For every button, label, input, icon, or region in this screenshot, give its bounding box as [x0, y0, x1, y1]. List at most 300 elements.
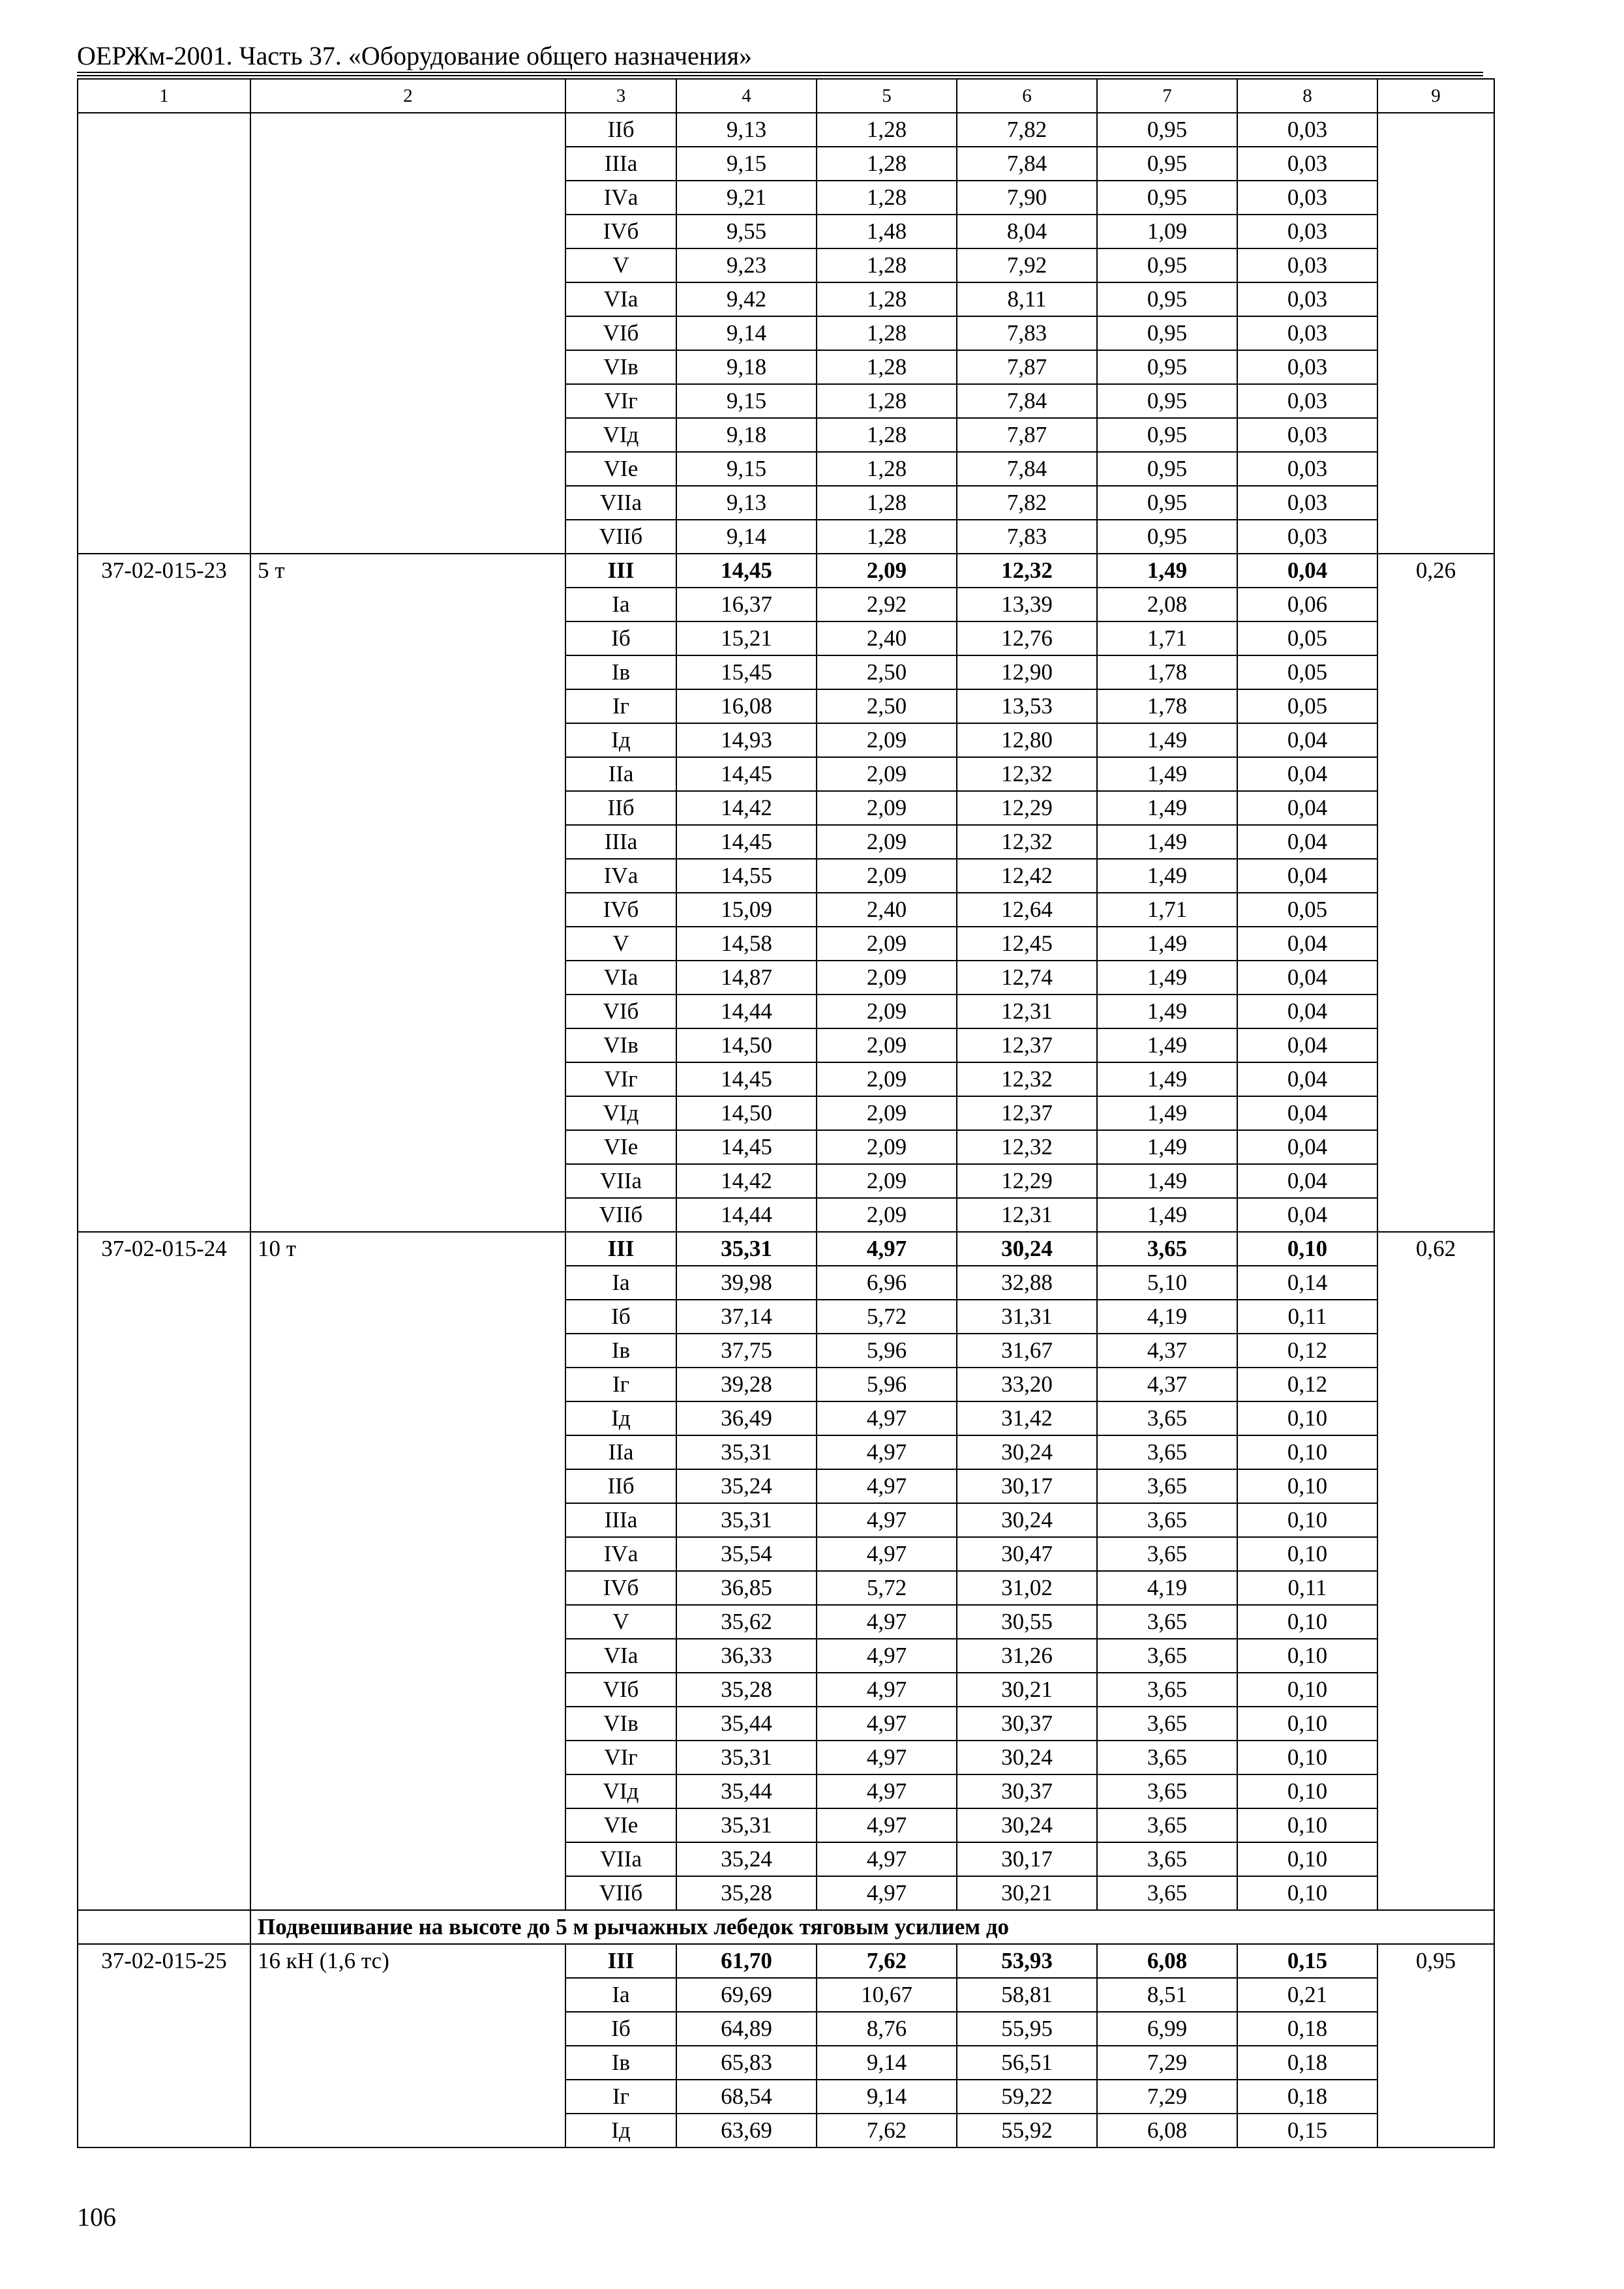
cell-labor-wages: 1,28	[817, 316, 957, 350]
cell-category: Iв	[565, 2046, 676, 2080]
norm-code-cell: 37-02-015-25	[78, 1944, 250, 2147]
cell-direct-costs: 9,18	[676, 418, 817, 452]
norm-name-cell	[250, 113, 565, 554]
cell-direct-costs: 14,55	[676, 859, 817, 893]
cell-labor-wages: 4,97	[817, 1639, 957, 1673]
table-row	[78, 1232, 1494, 1266]
cell-materials: 0,04	[1237, 1062, 1377, 1096]
cell-machinist-wages: 6,99	[1097, 2012, 1237, 2046]
cell-machine-costs: 12,37	[957, 1096, 1097, 1130]
cell-machinist-wages: 2,08	[1097, 588, 1237, 621]
cell-labor-wages: 2,09	[817, 995, 957, 1028]
cell-machinist-wages: 1,49	[1097, 1062, 1237, 1096]
cell-labor-wages: 4,97	[817, 1537, 957, 1571]
cell-labor-wages: 1,28	[817, 486, 957, 520]
cell-materials: 0,03	[1237, 113, 1377, 147]
cell-category: Iб	[565, 1300, 676, 1334]
cell-category: III	[565, 554, 676, 588]
cell-direct-costs: 16,08	[676, 689, 817, 723]
section-heading-row	[78, 1910, 1494, 1944]
cell-category: Iа	[565, 1978, 676, 2012]
cell-category: VIIа	[565, 1164, 676, 1198]
cell-machine-costs: 7,82	[957, 113, 1097, 147]
cell-labor-wages: 5,96	[817, 1368, 957, 1401]
cell-machine-costs: 30,17	[957, 1842, 1097, 1876]
cell-labor-wages: 4,97	[817, 1401, 957, 1435]
cell-category: IVб	[565, 215, 676, 248]
cell-machinist-wages: 0,95	[1097, 248, 1237, 282]
cell-category: III	[565, 1944, 676, 1978]
cell-materials: 0,15	[1237, 1944, 1377, 1978]
cell-direct-costs: 14,44	[676, 1198, 817, 1232]
cell-direct-costs: 35,28	[676, 1673, 817, 1707]
cell-labor-wages: 4,97	[817, 1435, 957, 1469]
cell-machinist-wages: 3,65	[1097, 1774, 1237, 1808]
norm-code-cell: 37-02-015-23	[78, 554, 250, 1232]
cell-materials: 0,05	[1237, 621, 1377, 655]
cell-materials: 0,03	[1237, 181, 1377, 215]
cell-category: VIд	[565, 1774, 676, 1808]
cell-labor-wages: 4,97	[817, 1503, 957, 1537]
cell-materials: 0,21	[1237, 1978, 1377, 2012]
cell-labor-wages: 2,09	[817, 757, 957, 791]
cell-category: Iа	[565, 1266, 676, 1300]
cell-direct-costs: 35,28	[676, 1876, 817, 1910]
cell-direct-costs: 37,75	[676, 1334, 817, 1368]
cell-labor-wages: 1,28	[817, 418, 957, 452]
cell-category: VIIа	[565, 1842, 676, 1876]
cell-labor-wages: 2,50	[817, 655, 957, 689]
cell-machine-costs: 12,29	[957, 791, 1097, 825]
cell-direct-costs: 35,62	[676, 1605, 817, 1639]
norm-name-cell: 5 т	[250, 554, 565, 1232]
cell-labor-wages: 1,28	[817, 282, 957, 316]
cell-machinist-wages: 3,65	[1097, 1639, 1237, 1673]
cell-machine-costs: 7,87	[957, 418, 1097, 452]
cell-category: IIб	[565, 113, 676, 147]
cell-machinist-wages: 0,95	[1097, 486, 1237, 520]
cell-category: IIIа	[565, 1503, 676, 1537]
cell-direct-costs: 14,45	[676, 825, 817, 859]
cell-machine-costs: 12,32	[957, 554, 1097, 588]
table-body	[78, 79, 1494, 2147]
cell-labor-wages: 1,48	[817, 215, 957, 248]
cell-materials: 0,10	[1237, 1741, 1377, 1774]
cell-labor-wages: 2,09	[817, 1028, 957, 1062]
cell-labor-wages: 9,14	[817, 2046, 957, 2080]
cell-machinist-wages: 1,71	[1097, 893, 1237, 927]
cell-labor-wages: 2,09	[817, 1164, 957, 1198]
cell-labor-wages: 9,14	[817, 2080, 957, 2114]
cell-machinist-wages: 0,95	[1097, 520, 1237, 554]
cell-category: IIIа	[565, 147, 676, 181]
cell-materials: 0,06	[1237, 588, 1377, 621]
cell-direct-costs: 14,50	[676, 1028, 817, 1062]
cell-labor-wages: 1,28	[817, 384, 957, 418]
cell-category: VIа	[565, 961, 676, 995]
cell-category: Iв	[565, 655, 676, 689]
cell-direct-costs: 36,49	[676, 1401, 817, 1435]
cell-materials: 0,03	[1237, 215, 1377, 248]
cell-machinist-wages: 0,95	[1097, 418, 1237, 452]
cell-materials: 0,04	[1237, 859, 1377, 893]
cell-labor-wages: 4,97	[817, 1469, 957, 1503]
column-number-cell: 8	[1237, 79, 1377, 113]
cell-direct-costs: 35,31	[676, 1232, 817, 1266]
cell-machinist-wages: 0,95	[1097, 282, 1237, 316]
cell-direct-costs: 63,69	[676, 2114, 817, 2147]
cell-materials: 0,10	[1237, 1232, 1377, 1266]
cell-direct-costs: 9,21	[676, 181, 817, 215]
cell-category: Iг	[565, 2080, 676, 2114]
cell-category: Iг	[565, 1368, 676, 1401]
cell-labor-wages: 2,40	[817, 621, 957, 655]
cell-machinist-wages: 1,49	[1097, 757, 1237, 791]
cell-machine-costs: 12,29	[957, 1164, 1097, 1198]
cell-machinist-wages: 0,95	[1097, 316, 1237, 350]
cell-machinist-wages: 1,49	[1097, 961, 1237, 995]
cell-machine-costs: 12,76	[957, 621, 1097, 655]
cell-machine-costs: 30,24	[957, 1741, 1097, 1774]
cell-materials: 0,04	[1237, 825, 1377, 859]
cell-machinist-wages: 1,49	[1097, 927, 1237, 961]
cell-labor-wages: 8,76	[817, 2012, 957, 2046]
cell-category: VIа	[565, 282, 676, 316]
column-number-cell: 2	[250, 79, 565, 113]
cell-machine-costs: 30,24	[957, 1503, 1097, 1537]
cell-direct-costs: 14,58	[676, 927, 817, 961]
cell-category: IVб	[565, 1571, 676, 1605]
cell-direct-costs: 14,45	[676, 554, 817, 588]
cell-materials: 0,10	[1237, 1435, 1377, 1469]
cell-machine-costs: 55,92	[957, 2114, 1097, 2147]
cell-machinist-wages: 4,37	[1097, 1334, 1237, 1368]
cell-materials: 0,10	[1237, 1537, 1377, 1571]
cell-machine-costs: 12,31	[957, 995, 1097, 1028]
cell-materials: 0,04	[1237, 1096, 1377, 1130]
cell-direct-costs: 36,33	[676, 1639, 817, 1673]
cell-direct-costs: 16,37	[676, 588, 817, 621]
cell-materials: 0,10	[1237, 1639, 1377, 1673]
cell-machine-costs: 30,37	[957, 1774, 1097, 1808]
cell-materials: 0,15	[1237, 2114, 1377, 2147]
cell-materials: 0,04	[1237, 961, 1377, 995]
cell-machinist-wages: 1,49	[1097, 554, 1237, 588]
cell-direct-costs: 35,54	[676, 1537, 817, 1571]
norm-name-cell: 10 т	[250, 1232, 565, 1910]
header-double-rule	[77, 72, 1483, 76]
cell-labor-wages: 1,28	[817, 147, 957, 181]
cell-labor-wages: 4,97	[817, 1842, 957, 1876]
cell-materials: 0,03	[1237, 486, 1377, 520]
norm-name-cell: 16 кН (1,6 тс)	[250, 1944, 565, 2147]
cell-machine-costs: 30,24	[957, 1435, 1097, 1469]
cell-labor-wages: 2,09	[817, 1198, 957, 1232]
cell-labor-wages: 2,09	[817, 554, 957, 588]
cell-materials: 0,10	[1237, 1774, 1377, 1808]
cell-direct-costs: 9,55	[676, 215, 817, 248]
cell-materials: 0,12	[1237, 1368, 1377, 1401]
cell-materials: 0,18	[1237, 2080, 1377, 2114]
cell-machinist-wages: 8,51	[1097, 1978, 1237, 2012]
cell-machine-costs: 30,24	[957, 1808, 1097, 1842]
resource-norms-table	[77, 78, 1495, 2148]
cell-machine-costs: 7,83	[957, 520, 1097, 554]
cell-machinist-wages: 7,29	[1097, 2046, 1237, 2080]
cell-materials: 0,04	[1237, 1028, 1377, 1062]
cell-machine-costs: 7,82	[957, 486, 1097, 520]
cell-machinist-wages: 0,95	[1097, 181, 1237, 215]
cell-category: IIа	[565, 757, 676, 791]
cell-category: VIб	[565, 316, 676, 350]
cell-machine-costs: 30,17	[957, 1469, 1097, 1503]
cell-direct-costs: 64,89	[676, 2012, 817, 2046]
cell-category: V	[565, 248, 676, 282]
cell-labor-wages: 2,50	[817, 689, 957, 723]
cell-materials: 0,04	[1237, 554, 1377, 588]
cell-category: Iа	[565, 588, 676, 621]
cell-direct-costs: 9,14	[676, 520, 817, 554]
cell-machine-costs: 32,88	[957, 1266, 1097, 1300]
equipment-mass-cell: 0,95	[1377, 1944, 1494, 2147]
cell-machinist-wages: 5,10	[1097, 1266, 1237, 1300]
cell-category: VIIа	[565, 486, 676, 520]
cell-category: Iв	[565, 1334, 676, 1368]
cell-category: IIIа	[565, 825, 676, 859]
cell-machinist-wages: 0,95	[1097, 113, 1237, 147]
cell-machine-costs: 33,20	[957, 1368, 1097, 1401]
cell-labor-wages: 7,62	[817, 1944, 957, 1978]
cell-materials: 0,18	[1237, 2046, 1377, 2080]
cell-machine-costs: 7,84	[957, 384, 1097, 418]
page-number: 106	[77, 2202, 116, 2232]
equipment-mass-cell: 0,62	[1377, 1232, 1494, 1910]
norm-code-cell: 37-02-015-24	[78, 1232, 250, 1910]
cell-machinist-wages: 1,49	[1097, 825, 1237, 859]
cell-materials: 0,03	[1237, 384, 1377, 418]
cell-materials: 0,10	[1237, 1673, 1377, 1707]
cell-machinist-wages: 1,49	[1097, 1028, 1237, 1062]
table-row	[78, 113, 1494, 147]
section-heading: Подвешивание на высоте до 5 м рычажных лебедок тяговым усилием до	[250, 1910, 1494, 1944]
cell-machinist-wages: 3,65	[1097, 1707, 1237, 1741]
cell-materials: 0,04	[1237, 1198, 1377, 1232]
norm-code-cell	[78, 113, 250, 554]
cell-direct-costs: 9,23	[676, 248, 817, 282]
cell-labor-wages: 2,40	[817, 893, 957, 927]
cell-direct-costs: 37,14	[676, 1300, 817, 1334]
column-number-cell: 1	[78, 79, 250, 113]
cell-category: VIг	[565, 1062, 676, 1096]
cell-machinist-wages: 1,49	[1097, 791, 1237, 825]
cell-machinist-wages: 1,78	[1097, 689, 1237, 723]
cell-machinist-wages: 3,65	[1097, 1741, 1237, 1774]
cell-machinist-wages: 1,78	[1097, 655, 1237, 689]
cell-machinist-wages: 3,65	[1097, 1469, 1237, 1503]
cell-category: VIд	[565, 1096, 676, 1130]
cell-machinist-wages: 0,95	[1097, 350, 1237, 384]
cell-direct-costs: 9,13	[676, 113, 817, 147]
cell-machinist-wages: 3,65	[1097, 1503, 1237, 1537]
cell-labor-wages: 1,28	[817, 248, 957, 282]
cell-machine-costs: 8,04	[957, 215, 1097, 248]
cell-machine-costs: 30,21	[957, 1876, 1097, 1910]
cell-materials: 0,18	[1237, 2012, 1377, 2046]
cell-machinist-wages: 1,49	[1097, 723, 1237, 757]
cell-materials: 0,05	[1237, 655, 1377, 689]
cell-category: VIIб	[565, 1876, 676, 1910]
cell-machine-costs: 12,90	[957, 655, 1097, 689]
cell-category: VIа	[565, 1639, 676, 1673]
cell-machine-costs: 30,24	[957, 1232, 1097, 1266]
cell-materials: 0,11	[1237, 1300, 1377, 1334]
cell-labor-wages: 4,97	[817, 1605, 957, 1639]
cell-machine-costs: 30,37	[957, 1707, 1097, 1741]
cell-direct-costs: 68,54	[676, 2080, 817, 2114]
cell-labor-wages: 7,62	[817, 2114, 957, 2147]
cell-machine-costs: 56,51	[957, 2046, 1097, 2080]
cell-machine-costs: 12,37	[957, 1028, 1097, 1062]
cell-direct-costs: 14,42	[676, 1164, 817, 1198]
cell-category: Iд	[565, 1401, 676, 1435]
cell-category: VIг	[565, 384, 676, 418]
cell-machine-costs: 12,32	[957, 825, 1097, 859]
cell-labor-wages: 2,09	[817, 825, 957, 859]
cell-machinist-wages: 3,65	[1097, 1401, 1237, 1435]
cell-direct-costs: 14,87	[676, 961, 817, 995]
cell-direct-costs: 39,28	[676, 1368, 817, 1401]
cell-materials: 0,03	[1237, 282, 1377, 316]
cell-machine-costs: 7,87	[957, 350, 1097, 384]
cell-machine-costs: 12,64	[957, 893, 1097, 927]
cell-labor-wages: 10,67	[817, 1978, 957, 2012]
cell-machine-costs: 31,42	[957, 1401, 1097, 1435]
cell-materials: 0,03	[1237, 350, 1377, 384]
cell-labor-wages: 4,97	[817, 1774, 957, 1808]
cell-category: III	[565, 1232, 676, 1266]
document-header-title: ОЕРЖм-2001. Часть 37. «Оборудование общего назначения»	[77, 41, 752, 70]
cell-direct-costs: 35,31	[676, 1503, 817, 1537]
cell-machine-costs: 30,47	[957, 1537, 1097, 1571]
cell-labor-wages: 2,09	[817, 859, 957, 893]
cell-materials: 0,10	[1237, 1808, 1377, 1842]
cell-machine-costs: 31,67	[957, 1334, 1097, 1368]
cell-materials: 0,10	[1237, 1842, 1377, 1876]
cell-materials: 0,10	[1237, 1503, 1377, 1537]
table-row	[78, 1944, 1494, 1978]
cell-direct-costs: 61,70	[676, 1944, 817, 1978]
cell-materials: 0,12	[1237, 1334, 1377, 1368]
cell-materials: 0,10	[1237, 1876, 1377, 1910]
cell-direct-costs: 35,31	[676, 1435, 817, 1469]
cell-direct-costs: 35,31	[676, 1808, 817, 1842]
cell-direct-costs: 14,45	[676, 1062, 817, 1096]
cell-materials: 0,03	[1237, 452, 1377, 486]
cell-machinist-wages: 6,08	[1097, 2114, 1237, 2147]
cell-category: VIв	[565, 350, 676, 384]
cell-category: VIб	[565, 1673, 676, 1707]
cell-direct-costs: 35,44	[676, 1707, 817, 1741]
column-number-cell: 3	[565, 79, 676, 113]
cell-labor-wages: 5,72	[817, 1571, 957, 1605]
cell-materials: 0,04	[1237, 1164, 1377, 1198]
cell-category: VIг	[565, 1741, 676, 1774]
cell-machine-costs: 7,92	[957, 248, 1097, 282]
cell-category: VIд	[565, 418, 676, 452]
cell-machinist-wages: 0,95	[1097, 452, 1237, 486]
cell-machine-costs: 12,32	[957, 1130, 1097, 1164]
cell-machine-costs: 55,95	[957, 2012, 1097, 2046]
cell-category: Iб	[565, 2012, 676, 2046]
cell-direct-costs: 15,09	[676, 893, 817, 927]
cell-category: Iд	[565, 723, 676, 757]
column-number-cell: 5	[817, 79, 957, 113]
cell-machine-costs: 12,45	[957, 927, 1097, 961]
cell-category: VIе	[565, 1808, 676, 1842]
cell-labor-wages: 2,09	[817, 1062, 957, 1096]
cell-category: VIб	[565, 995, 676, 1028]
cell-category: VIIб	[565, 1198, 676, 1232]
cell-labor-wages: 2,92	[817, 588, 957, 621]
cell-direct-costs: 9,15	[676, 147, 817, 181]
cell-machinist-wages: 1,49	[1097, 1130, 1237, 1164]
cell-machine-costs: 31,26	[957, 1639, 1097, 1673]
cell-materials: 0,04	[1237, 723, 1377, 757]
cell-machine-costs: 12,42	[957, 859, 1097, 893]
cell-machinist-wages: 3,65	[1097, 1605, 1237, 1639]
cell-materials: 0,10	[1237, 1401, 1377, 1435]
cell-materials: 0,03	[1237, 316, 1377, 350]
cell-direct-costs: 9,15	[676, 452, 817, 486]
column-number-cell: 6	[957, 79, 1097, 113]
cell-category: IIб	[565, 791, 676, 825]
cell-labor-wages: 1,28	[817, 113, 957, 147]
cell-materials: 0,05	[1237, 893, 1377, 927]
cell-labor-wages: 2,09	[817, 927, 957, 961]
cell-machinist-wages: 3,65	[1097, 1232, 1237, 1266]
cell-direct-costs: 39,98	[676, 1266, 817, 1300]
cell-direct-costs: 9,14	[676, 316, 817, 350]
cell-labor-wages: 4,97	[817, 1673, 957, 1707]
column-number-cell: 9	[1377, 79, 1494, 113]
cell-machinist-wages: 4,19	[1097, 1571, 1237, 1605]
cell-machine-costs: 31,31	[957, 1300, 1097, 1334]
cell-category: Iг	[565, 689, 676, 723]
section-blank-cell	[78, 1910, 250, 1944]
cell-direct-costs: 69,69	[676, 1978, 817, 2012]
cell-machine-costs: 31,02	[957, 1571, 1097, 1605]
cell-labor-wages: 4,97	[817, 1741, 957, 1774]
cell-labor-wages: 2,09	[817, 961, 957, 995]
cell-machinist-wages: 1,49	[1097, 1198, 1237, 1232]
cell-materials: 0,04	[1237, 791, 1377, 825]
cell-category: VIв	[565, 1028, 676, 1062]
equipment-mass-cell	[1377, 113, 1494, 554]
cell-machine-costs: 58,81	[957, 1978, 1097, 2012]
cell-materials: 0,05	[1237, 689, 1377, 723]
cell-direct-costs: 65,83	[676, 2046, 817, 2080]
cell-labor-wages: 2,09	[817, 1130, 957, 1164]
equipment-mass-cell: 0,26	[1377, 554, 1494, 1232]
cell-labor-wages: 2,09	[817, 723, 957, 757]
cell-machinist-wages: 3,65	[1097, 1876, 1237, 1910]
cell-machine-costs: 53,93	[957, 1944, 1097, 1978]
cell-materials: 0,03	[1237, 248, 1377, 282]
cell-category: Iб	[565, 621, 676, 655]
cell-materials: 0,10	[1237, 1605, 1377, 1639]
cell-direct-costs: 14,44	[676, 995, 817, 1028]
cell-machine-costs: 59,22	[957, 2080, 1097, 2114]
